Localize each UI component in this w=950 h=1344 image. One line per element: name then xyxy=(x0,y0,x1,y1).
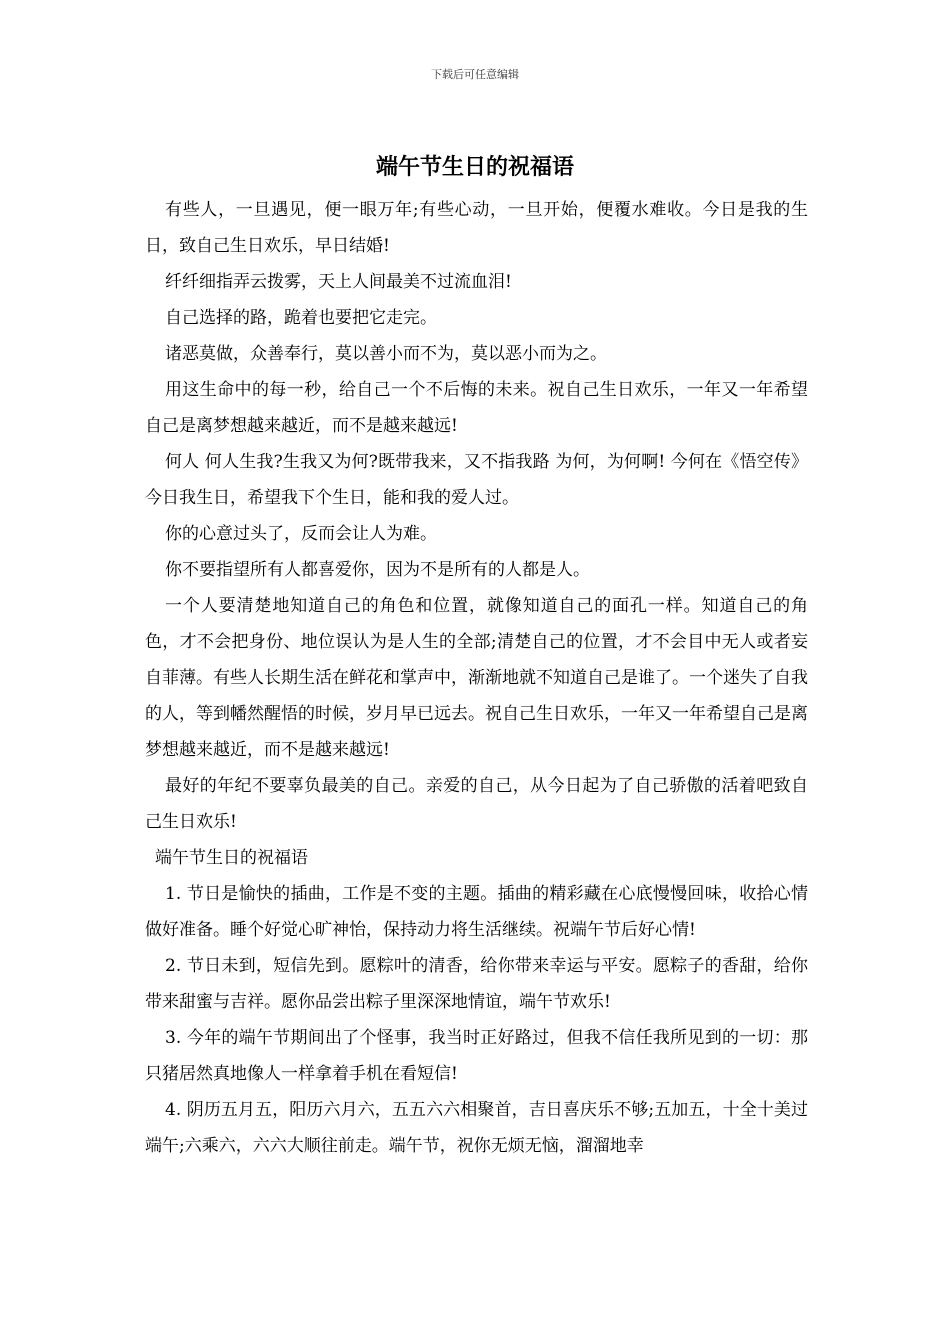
page-title: 端午节生日的祝福语 xyxy=(375,154,574,180)
numbered-item: 3. 今年的端午节期间出了个怪事，我当时正好路过，但我不信任我所见到的一切：那只猪居然真地像人一样拿着手机在看短信! xyxy=(145,1028,808,1084)
paragraph: 你的心意过头了，反而会让人为难。 xyxy=(165,524,437,544)
numbered-item: 1. 节日是愉快的插曲，工作是不变的主题。插曲的精彩藏在心底慢慢回味，收拾心情做好准备。睡个好觉心旷神怡，保持动力将生活继续。祝端午节后好心情! xyxy=(145,884,808,940)
numbered-item: 4. 阴历五月五，阳历六月六，五五六六相聚首，吉日喜庆乐不够;五加五，十全十美过端午;六乘六，六六大顺往前走。端午节，祝你无烦无恼，溜溜地幸 xyxy=(145,1100,808,1156)
document-body xyxy=(145,192,808,1164)
paragraph: 何人 何人生我?生我又为何?既带我来，又不指我路 为何，为何啊! 今何在《悟空传》今日我生日，希望我下个生日，能和我的爱人过。 xyxy=(145,452,808,508)
paragraph: 最好的年纪不要辜负最美的自己。亲爱的自己，从今日起为了自己骄傲的活着吧致自己生日欢乐! xyxy=(145,776,808,832)
header-note: 下载后可任意编辑 xyxy=(431,68,519,81)
paragraph: 你不要指望所有人都喜爱你，因为不是所有的人都是人。 xyxy=(165,560,590,580)
paragraph: 自己选择的路，跪着也要把它走完。 xyxy=(165,308,437,328)
section-subheading: 端午节生日的祝福语 xyxy=(155,848,308,868)
paragraph: 一个人要清楚地知道自己的角色和位置，就像知道自己的面孔一样。知道自己的角色，才不会把身份、地位误认为是人生的全部;清楚自己的位置，才不会目中无人或者妄自菲薄。有些人长期生活在鲜花和掌声中，渐渐地就不知道自己是谁了。一个迷失了自我的人，等到幡然醒悟的时候，岁月早已远去。祝自己生日欢乐，一年又一年希望自己是离梦想越来越近，而不是越来越远! xyxy=(145,596,808,760)
paragraph: 纤纤细指弄云拨雾，天上人间最美不过流血泪! xyxy=(165,272,512,292)
numbered-item: 2. 节日未到，短信先到。愿粽叶的清香，给你带来幸运与平安。愿粽子的香甜，给你带来甜蜜与吉祥。愿你品尝出粽子里深深地情谊，端午节欢乐! xyxy=(145,956,808,1012)
paragraph: 用这生命中的每一秒，给自己一个不后悔的未来。祝自己生日欢乐，一年又一年希望自己是离梦想越来越近，而不是越来越远! xyxy=(145,380,808,436)
paragraph: 诸恶莫做，众善奉行，莫以善小而不为，莫以恶小而为之。 xyxy=(165,344,607,364)
paragraph: 有些人，一旦遇见，便一眼万年;有些心动，一旦开始，便覆水难收。今日是我的生日，致自己生日欢乐，早日结婚! xyxy=(145,200,808,256)
